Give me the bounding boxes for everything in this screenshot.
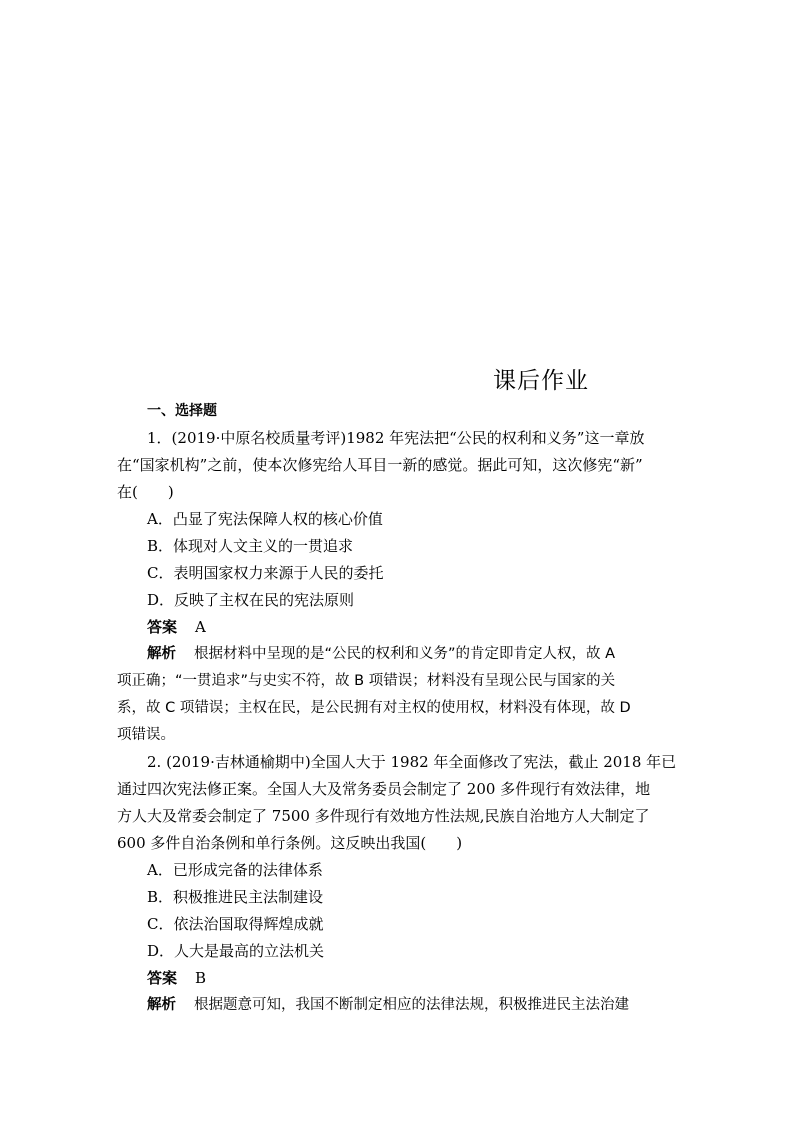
q2-analysis-label: 解析 (147, 997, 176, 1013)
q2-analysis-line-1 (117, 992, 679, 1019)
q1-stem-line-2: 在“国家机构”之前，使本次修宪给人耳目一新的感觉。据此可知，这次修宪“新” (117, 456, 643, 474)
q1-analysis-line-2: 项正确；“一贯追求”与史实不符，故 B 项错误；材料没有呈现公民与国家的关 (117, 673, 616, 689)
q1-analysis-text-1: 根据材料中呈现的是“公民的权利和义务”的肯定即肯定人权，故 A (194, 646, 616, 662)
q1-answer-label: 答案 (147, 618, 178, 636)
q2-stem-line-4: 600 多件自治条例和单行条例。这反映出我国( ) (117, 834, 463, 852)
q2-answer-label: 答案 (147, 969, 178, 987)
q2-answer-value: B (195, 969, 207, 987)
q2-option-b: B．积极推进民主法制建设 (147, 888, 324, 906)
q1-analysis-line-1 (117, 641, 679, 668)
q1-analysis-line-4: 项错误。 (117, 727, 175, 743)
q2-stem-line-1: 2. (2019·吉林通榆期中)全国人大于 1982 年全面修改了宪法，截止 2018 年已 (147, 753, 677, 771)
q2-option-c: C．依法治国取得辉煌成就 (147, 915, 324, 933)
q1-option-c: C．表明国家权力来源于人民的委托 (147, 564, 384, 582)
q1-option-d: D．反映了主权在民的宪法原则 (147, 591, 355, 609)
q1-option-a: A．凸显了宪法保障人权的核心价值 (147, 510, 383, 528)
q1-answer-value: A (195, 618, 206, 636)
q2-option-a: A．已形成完备的法律体系 (147, 861, 323, 879)
q1-answer (117, 614, 679, 641)
q2-analysis-text-1: 根据题意可知，我国不断制定相应的法律法规，积极推进民主法治建 (194, 997, 629, 1013)
q2-answer (117, 965, 679, 992)
q1-analysis-line-3: 系，故 C 项错误；主权在民，是公民拥有对主权的使用权，材料没有体现，故 D (117, 700, 631, 716)
q1-analysis-label: 解析 (147, 646, 176, 662)
document-body (117, 398, 679, 1019)
q1-stem-line-3: 在( ) (117, 483, 174, 501)
q1-stem-line-1: 1．(2019·中原名校质量考评)1982 年宪法把“公民的权利和义务”这一章放 (147, 429, 645, 447)
q1-option-b: B．体现对人文主义的一贯追求 (147, 537, 354, 555)
page-title: 课后作业 (493, 368, 589, 394)
section-heading: 一、选择题 (147, 403, 217, 419)
q2-option-d: D．人大是最高的立法机关 (147, 942, 325, 960)
q2-stem-line-3: 方人大及常委会制定了 7500 多件现行有效地方性法规,民族自治地方人大制定了 (117, 807, 650, 825)
q2-stem-line-2: 通过四次宪法修正案。全国人大及常务委员会制定了 200 多件现行有效法律，地 (117, 780, 651, 798)
